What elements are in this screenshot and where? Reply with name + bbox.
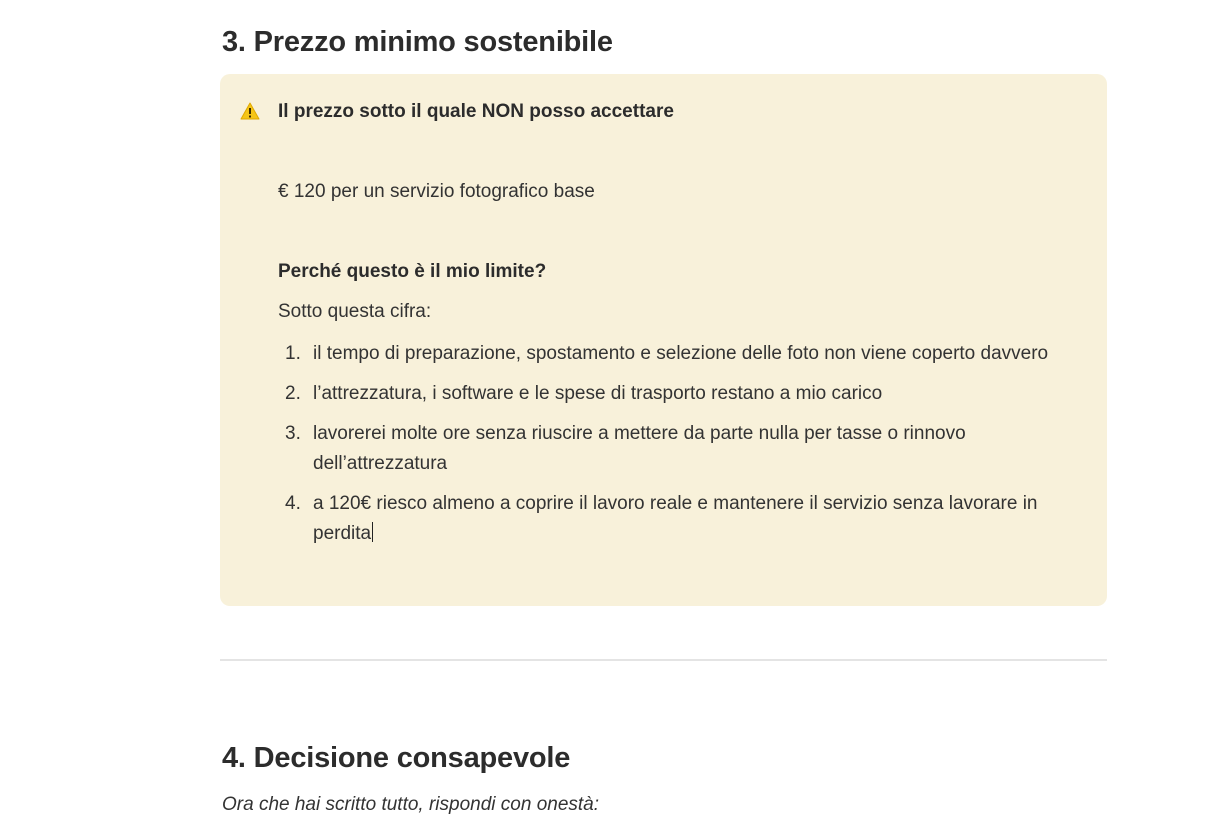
section-4-heading: 4. Decisione consapevole [222, 742, 571, 774]
list-number: 4. [285, 493, 301, 514]
list-item [278, 339, 1088, 369]
section-divider [220, 659, 1107, 661]
list-item[interactable] [278, 489, 1088, 549]
minimum-price-text: € 120 per un servizio fotografico base [278, 181, 595, 202]
why-heading: Perché questo è il mio limite? [278, 261, 547, 282]
minimum-price-callout[interactable] [220, 74, 1107, 606]
callout-title: Il prezzo sotto il quale NON posso accettare [278, 101, 674, 122]
list-item-text: il tempo di preparazione, spostamento e selezione delle foto non viene coperto davvero [313, 343, 1049, 364]
section-4-subtitle: Ora che hai scritto tutto, rispondi con onestà: [222, 794, 600, 815]
list-item-text: l’attrezzatura, i software e le spese di trasporto restano a mio carico [313, 383, 883, 404]
warning-icon [240, 102, 260, 120]
list-item [278, 379, 1088, 409]
list-item [278, 419, 1088, 479]
section-3-heading: 3. Prezzo minimo sostenibile [222, 26, 613, 58]
list-item-text: lavorerei molte ore senza riuscire a mettere da parte nulla per tasse o rinnovo dell’attrezzatura [313, 423, 966, 474]
text-cursor [372, 522, 373, 542]
list-number: 3. [285, 423, 301, 444]
reasons-intro: Sotto questa cifra: [278, 301, 432, 322]
reasons-list [278, 339, 1088, 559]
list-number: 1. [285, 343, 301, 364]
list-number: 2. [285, 383, 301, 404]
list-item-text[interactable]: a 120€ riesco almeno a coprire il lavoro reale e mantenere il servizio senza lavorare in perdita [313, 493, 1038, 544]
